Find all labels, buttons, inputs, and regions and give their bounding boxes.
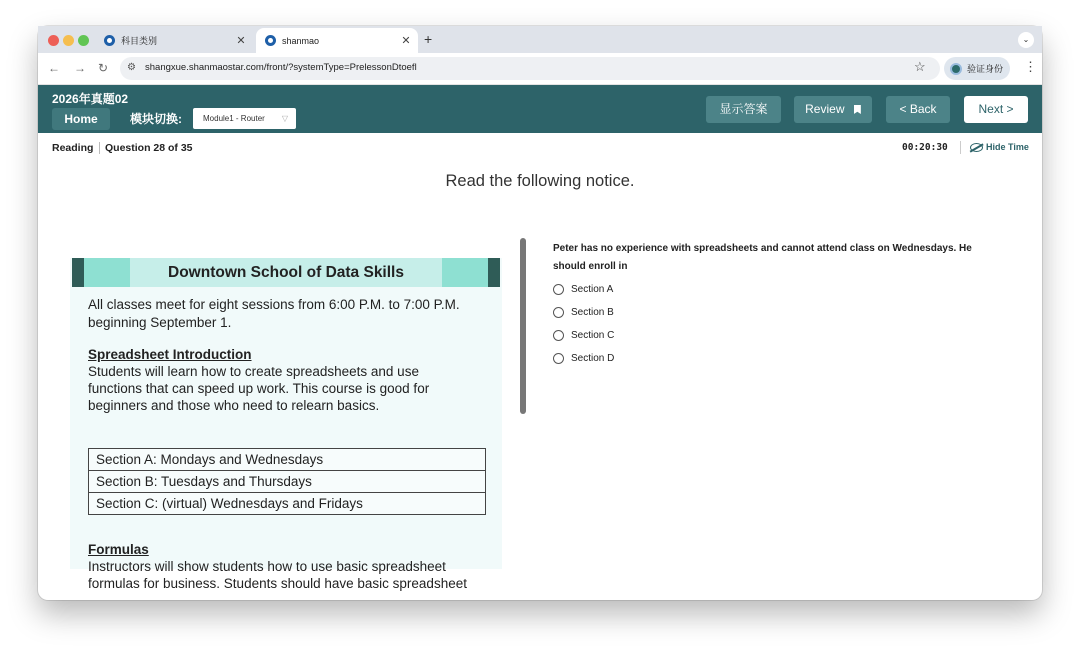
- site-favicon-icon: [104, 35, 115, 46]
- bookmark-star-icon[interactable]: ☆: [914, 59, 926, 74]
- exam-header: [38, 85, 1042, 133]
- section1-text-line: beginners and those who need to relearn basics.: [88, 398, 380, 413]
- table-cell: Section B: Tuesdays and Thursdays: [89, 471, 486, 493]
- maximize-window-button[interactable]: [78, 35, 89, 46]
- schedule-table: [88, 448, 486, 515]
- option-label: Section A: [571, 283, 614, 295]
- question-status-bar: [38, 133, 1042, 163]
- show-answer-button[interactable]: 显示答案: [706, 96, 781, 123]
- url-input[interactable]: [120, 57, 940, 80]
- back-arrow-icon[interactable]: ←: [48, 61, 60, 75]
- new-tab-icon[interactable]: +: [424, 31, 433, 47]
- browser-window: [38, 26, 1042, 600]
- address-bar: [38, 53, 1042, 85]
- profile-icon: [950, 63, 962, 75]
- option-label: Section C: [571, 329, 615, 341]
- divider: [960, 141, 961, 154]
- question-counter: Question 28 of 35: [105, 142, 193, 154]
- section2-text-line: formulas for business. Students should have basic spreadsheet: [88, 576, 467, 591]
- tab-search-chevron-icon[interactable]: ⌄: [1018, 32, 1034, 48]
- back-button[interactable]: < Back: [886, 96, 950, 123]
- chevron-down-icon: ▽: [281, 114, 288, 123]
- close-window-button[interactable]: [48, 35, 59, 46]
- radio-button[interactable]: [553, 353, 564, 364]
- close-tab-icon[interactable]: ✕: [236, 35, 246, 47]
- option-section-a[interactable]: [553, 281, 613, 297]
- question-prompt: [553, 240, 1023, 276]
- section2-heading: Formulas: [88, 542, 149, 557]
- forward-arrow-icon[interactable]: →: [74, 61, 86, 75]
- tab-bar: [38, 26, 1042, 53]
- radio-button[interactable]: [553, 284, 564, 295]
- section1-heading: Spreadsheet Introduction: [88, 347, 252, 362]
- option-section-d[interactable]: [553, 350, 614, 366]
- notice-passage: [70, 258, 502, 591]
- home-button[interactable]: Home: [52, 108, 110, 130]
- browser-menu-icon[interactable]: ⋮: [1024, 59, 1037, 74]
- browser-tab-shanmao[interactable]: [256, 28, 418, 53]
- section2-text-line: Instructors will show students how to use basic spreadsheet: [88, 559, 446, 574]
- section1-text-line: Students will learn how to create spreadsheets and use: [88, 364, 419, 379]
- module-select-value: Module1 - Router: [203, 114, 265, 123]
- tab-title: shanmao: [282, 35, 320, 46]
- notice-intro-line: All classes meet for eight sessions from 6:00 P.M. to 7:00 P.M.: [88, 297, 460, 312]
- option-section-b[interactable]: [553, 304, 614, 320]
- site-settings-icon[interactable]: ⚙: [127, 62, 136, 73]
- exam-title: 2026年真题02: [52, 92, 129, 106]
- site-favicon-icon: [265, 35, 276, 46]
- timer: 00:20:30: [902, 142, 948, 153]
- table-row: [89, 493, 486, 515]
- reload-icon[interactable]: ↻: [98, 61, 109, 75]
- directions: Read the following notice.: [445, 172, 635, 190]
- table-cell: Section A: Mondays and Wednesdays: [89, 449, 486, 471]
- module-select[interactable]: [193, 108, 296, 129]
- question-line: Peter has no experience with spreadsheets and cannot attend class on Wednesdays. He: [553, 243, 972, 254]
- option-label: Section B: [571, 306, 614, 318]
- passage-scrollbar[interactable]: [520, 238, 526, 414]
- tab-title: 科目类别: [121, 36, 158, 46]
- hide-time-label: Hide Time: [986, 142, 1029, 152]
- review-label: Review: [805, 102, 845, 116]
- url-text: shangxue.shanmaostar.com/front/?systemType=PrelessonDtoefl: [145, 62, 417, 73]
- notice-intro-line: beginning September 1.: [88, 315, 232, 330]
- eye-slash-icon: [970, 143, 983, 152]
- option-section-c[interactable]: [553, 327, 614, 343]
- close-tab-icon[interactable]: ✕: [401, 35, 411, 47]
- question-line: should enroll in: [553, 261, 628, 272]
- section-name: Reading: [52, 142, 94, 154]
- browser-tab-subjects[interactable]: [95, 28, 253, 53]
- section1-text-line: functions that can speed up work. This course is good for: [88, 381, 430, 396]
- radio-button[interactable]: [553, 307, 564, 318]
- module-switch-label: 模块切换:: [130, 112, 182, 126]
- table-row: [89, 471, 486, 493]
- notice-header: [72, 258, 500, 287]
- verify-identity-button[interactable]: [944, 57, 1010, 80]
- next-button[interactable]: Next >: [964, 96, 1028, 123]
- radio-button[interactable]: [553, 330, 564, 341]
- notice-title: Downtown School of Data Skills: [168, 264, 404, 281]
- verify-identity-label: 验证身份: [967, 64, 1004, 74]
- table-cell: Section C: (virtual) Wednesdays and Fridays: [89, 493, 486, 515]
- bookmark-icon: [854, 105, 861, 114]
- review-button[interactable]: [794, 96, 872, 123]
- table-row: [89, 449, 486, 471]
- hide-time-button[interactable]: [970, 142, 1029, 152]
- divider: [99, 142, 100, 154]
- minimize-window-button[interactable]: [63, 35, 74, 46]
- option-label: Section D: [571, 352, 615, 364]
